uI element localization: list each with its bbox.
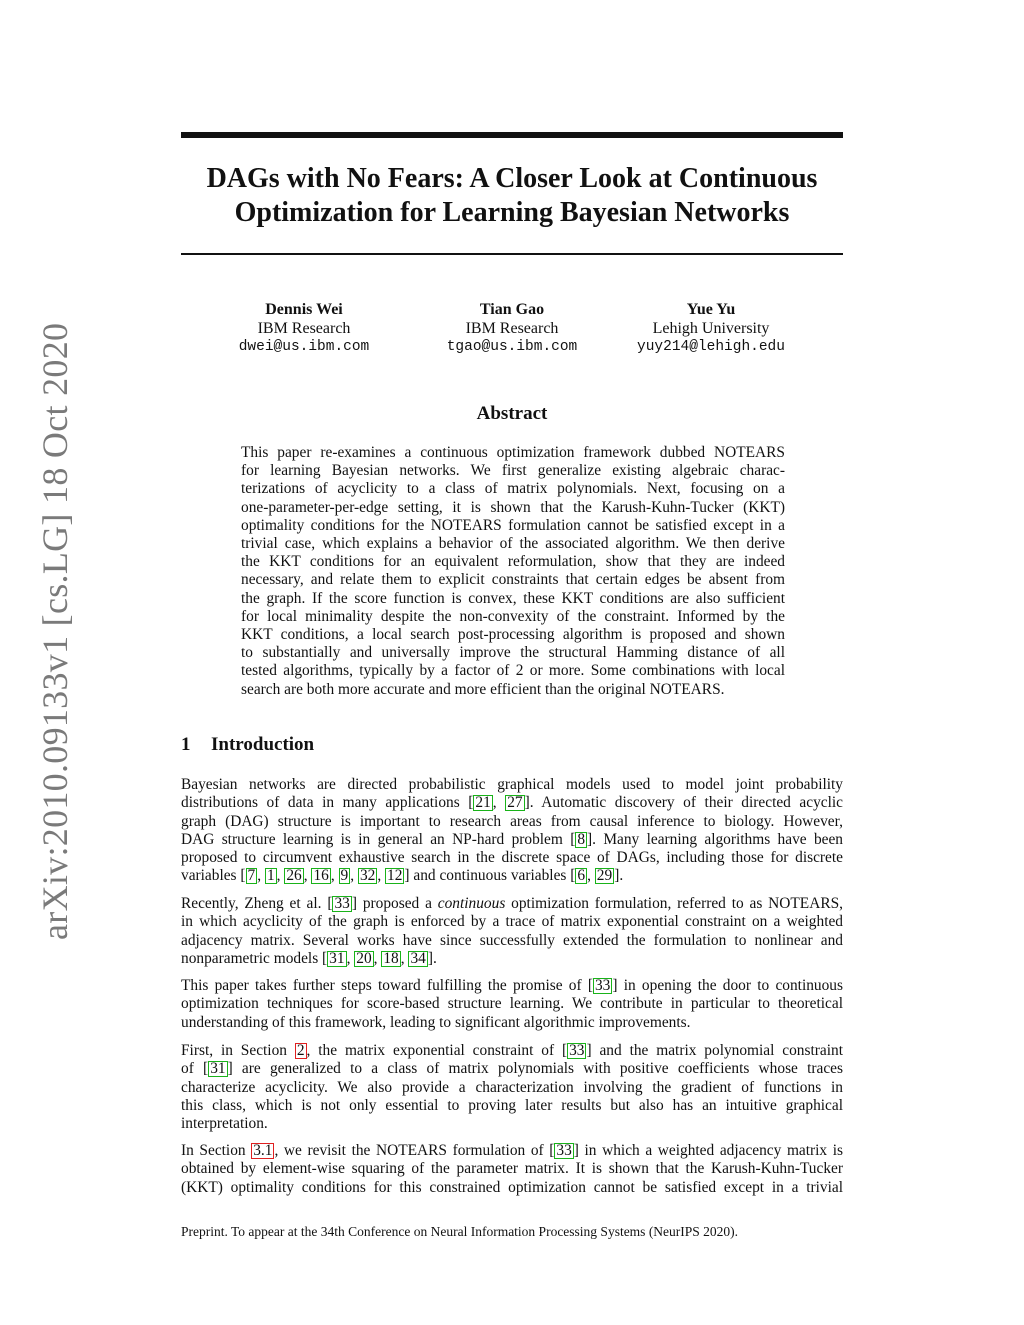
abstract-line: to substantially and universally improve the structural Hamming distance of all (241, 644, 785, 662)
text-run: ] in which a weighted adjacency matrix is (573, 1142, 843, 1159)
intro-paragraph-1 (181, 776, 843, 886)
abstract-line: search are both more accurate and more efficient than the original NOTEARS. (241, 680, 725, 698)
text-line: obtained by element-wise squaring of the parameter matrix. It is shown that the Karush-Kuhn-Tucker (181, 1160, 843, 1178)
paper-title (150, 162, 874, 230)
citation-18[interactable]: 18 (383, 949, 399, 967)
author-affiliation: Lehigh University (652, 320, 770, 337)
section-ref-2[interactable]: 2 (296, 1042, 305, 1059)
text-run: ] proposed a (351, 895, 438, 912)
text-run: , we revisit the NOTEARS formulation of [ (274, 1142, 555, 1159)
citation-21[interactable]: 21 (475, 794, 491, 812)
citation-26[interactable]: 26 (286, 867, 302, 885)
text-line (181, 1042, 843, 1060)
intro-paragraph-5 (181, 1142, 843, 1197)
abstract-line: necessary, and relate them to explicit constraints that certain edges be absent from (241, 571, 785, 589)
author-name: Yue Yu (686, 301, 736, 318)
author-affiliation: IBM Research (465, 320, 559, 337)
text-run: ]. Many learning algorithms have been (587, 830, 843, 848)
abstract-line: trivial case, which explains a behavior of the associated algorithm. We then derive (241, 535, 785, 553)
text-line (181, 1142, 843, 1160)
text-line: characterize acyclicity. We also provide a characterization involving the gradient of functions in (181, 1078, 843, 1096)
text-line: graph (DAG) structure is important to research areas from causal inference to biology. However, (181, 812, 843, 830)
citation-16[interactable]: 16 (313, 867, 329, 885)
text-run: Recently, Zheng et al. [ (181, 895, 333, 912)
citation-6[interactable]: 6 (577, 867, 586, 885)
title-bottom-rule (181, 253, 843, 255)
text-line: understanding of this framework, leading to significant algorithmic improvements. (181, 1013, 691, 1031)
text-line (181, 1060, 843, 1078)
author-email[interactable]: tgao@us.ibm.com (446, 339, 578, 355)
text-run: optimization formulation, referred to as NOTEARS, (505, 895, 843, 912)
section-title: Introduction (211, 734, 315, 755)
text-run: This paper takes further steps toward fulfilling the promise of [ (181, 977, 593, 994)
text-line (181, 831, 843, 849)
intro-paragraph-2 (181, 895, 843, 968)
abstract-text (241, 444, 785, 699)
text-line: distributions of data in many applications [ 21 , 27 ]. Automatic discovery of their directed acyclic (181, 794, 843, 812)
text-line: adjacency matrix. Several works have since successfully extended the formulation to nonlinear and (181, 931, 843, 949)
citation-33[interactable]: 33 (569, 1042, 585, 1059)
text-line (181, 895, 843, 913)
citation-34[interactable]: 34 (410, 949, 426, 967)
text-run: distributions of data in many applications [ (181, 794, 474, 812)
author-3 (601, 300, 821, 357)
text-line: optimization techniques for score-based structure learning. We contribute in particular to theoretical (181, 995, 843, 1013)
abstract-line: KKT conditions, a local search post-processing algorithm is proposed and shown (241, 626, 785, 644)
section-heading-introduction (181, 734, 314, 756)
title-line: DAGs with No Fears: A Closer Look at Continuous (206, 163, 818, 194)
citation-12[interactable]: 12 (387, 867, 403, 885)
text-run: DAG structure learning is in general an NP-hard problem [ (181, 830, 576, 848)
text-run: , the matrix exponential constraint of [ (306, 1042, 568, 1059)
text-run: ] and the matrix polynomial constraint (586, 1042, 843, 1059)
abstract-line: terizations of acyclicity to a class of matrix polynomials. Next, focusing on a (241, 480, 785, 498)
author-1 (194, 300, 414, 357)
text-line: in which acyclicity of the graph is enforced by a trace of matrix exponential constraint on a weighted (181, 913, 843, 931)
citation-27[interactable]: 27 (507, 794, 523, 812)
section-ref-3-1[interactable]: 3.1 (253, 1142, 273, 1159)
citation-31[interactable]: 31 (329, 949, 345, 967)
citation-32[interactable]: 32 (359, 867, 376, 885)
abstract-line: for local minimality despite the non-convexity of the constraint. Informed by the (241, 607, 785, 625)
text-run: ] in opening the door to continuous (612, 977, 843, 994)
preprint-footnote: Preprint. To appear at the 34th Conference on Neural Information Processing Systems (NeurIPS 2020). (181, 1224, 739, 1239)
text-line (181, 977, 843, 995)
text-run: ]. (614, 867, 624, 885)
citation-31[interactable]: 31 (210, 1060, 226, 1078)
text-run: of [ (181, 1060, 209, 1078)
text-line: proposed to circumvent exhaustive search in the discrete space of DAGs, including those for discrete (181, 849, 843, 867)
citation-29[interactable]: 29 (596, 867, 613, 885)
citation-1[interactable]: 1 (266, 867, 275, 885)
author-block (181, 300, 843, 370)
citation-33[interactable]: 33 (334, 895, 350, 912)
text-run: First, in Section (181, 1042, 295, 1059)
arxiv-stamp: arXiv:2010.09133v1 [cs.LG] 18 Oct 2020 (35, 322, 75, 940)
text-run: nonparametric models [ (181, 949, 328, 967)
text-run: ]. (427, 949, 437, 967)
citation-33[interactable]: 33 (556, 1142, 572, 1159)
abstract-line: optimality conditions for the NOTEARS formulation cannot be satisfied except in a (241, 516, 785, 534)
text-line: nonparametric models [ 31 , 20 , 18 , 34 ]. (181, 949, 437, 967)
citation-20[interactable]: 20 (356, 949, 372, 967)
text-line: (KKT) optimality conditions for this constrained optimization cannot be satisfied except in a trivial (181, 1178, 843, 1196)
text-run: ]. Automatic discovery of their directed acyclic (524, 794, 843, 812)
author-affiliation: IBM Research (257, 320, 351, 337)
author-email[interactable]: dwei@us.ibm.com (238, 339, 370, 355)
citation-33[interactable]: 33 (594, 977, 611, 994)
text-line: variables [ 7 , 1 , 26 , 16 , 9 , 32 , 12 ] and continuous variables [ 6 , 29 ]. (181, 867, 624, 885)
text-line: Bayesian networks are directed probabilistic graphical models used to model joint probability (181, 776, 843, 793)
intro-paragraph-4 (181, 1042, 843, 1133)
text-run: ] and continuous variables [ (404, 867, 576, 885)
abstract-line: one-parameter-per-edge setting, it is shown that the Karush-Kuhn-Tucker (KKT) (241, 498, 785, 516)
citation-9[interactable]: 9 (340, 867, 349, 885)
abstract-heading: Abstract (476, 403, 548, 424)
emphasis-text: continuous (437, 895, 506, 912)
text-run: In Section (181, 1142, 252, 1159)
citation-7[interactable]: 7 (247, 867, 256, 885)
text-run: variables [ (181, 867, 246, 885)
abstract-line: tested algorithms, typically by a factor of 2 or more. Some combinations with local (241, 662, 785, 680)
text-line: this class, which is not only essential to proving later results but also has an intuitive graphical (181, 1096, 843, 1114)
text-line: interpretation. (181, 1115, 268, 1133)
title-top-rule (181, 132, 843, 138)
author-email[interactable]: yuy214@lehigh.edu (637, 339, 785, 355)
author-name: Tian Gao (479, 301, 545, 318)
title-line: Optimization for Learning Bayesian Networks (234, 197, 790, 228)
abstract-line: the KKT conditions for an equivalent reformulation, show that they are indeed (241, 553, 785, 571)
section-number: 1 (181, 734, 191, 755)
citation-8[interactable]: 8 (577, 830, 586, 848)
author-name: Dennis Wei (265, 301, 343, 318)
intro-paragraph-3 (181, 977, 843, 1032)
abstract-line: for learning Bayesian networks. We first generalize existing algebraic charac- (241, 462, 785, 480)
author-2 (402, 300, 622, 357)
text-run: ] are generalized to a class of matrix polynomials with positive coefficients whose traces (227, 1060, 843, 1078)
abstract-line: This paper re-examines a continuous optimization framework dubbed NOTEARS (241, 444, 785, 461)
abstract-line: the graph. If the score function is convex, these KKT conditions are also sufficient (241, 589, 785, 607)
